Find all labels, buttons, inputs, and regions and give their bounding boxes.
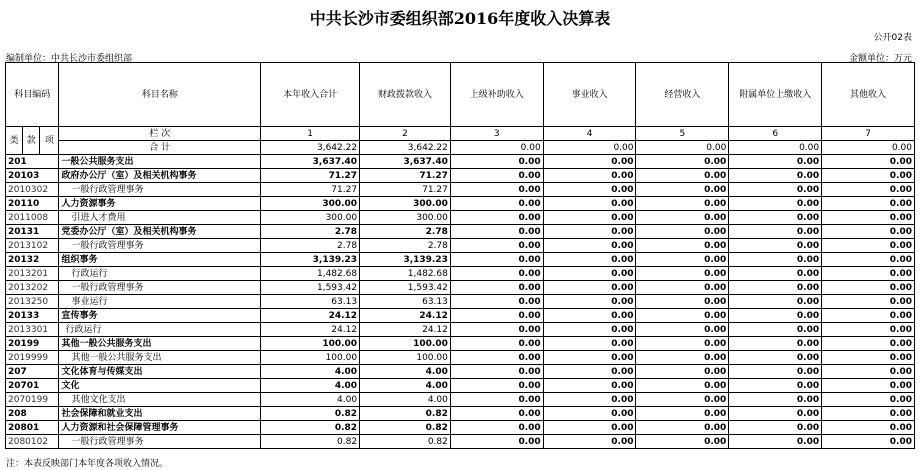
row-value: 300.00 xyxy=(360,197,451,211)
row-name: 一般行政管理事务 xyxy=(59,183,261,197)
row-value: 0.00 xyxy=(636,281,729,295)
row-value: 0.00 xyxy=(636,407,729,421)
table-row xyxy=(6,421,915,435)
row-value: 0.00 xyxy=(729,295,822,309)
row-value: 4.00 xyxy=(360,379,451,393)
row-value: 0.00 xyxy=(822,281,915,295)
label-lei: 类 xyxy=(6,127,23,155)
row-value: 24.12 xyxy=(261,309,360,323)
row-value: 0.00 xyxy=(450,407,543,421)
row-name: 政府办公厅（室）及相关机构事务 xyxy=(59,169,261,183)
row-value: 0.00 xyxy=(822,267,915,281)
row-value: 0.00 xyxy=(822,169,915,183)
table-row xyxy=(6,295,915,309)
row-code: 20801 xyxy=(6,421,59,435)
row-name: 引进人才费用 xyxy=(59,211,261,225)
row-code: 20701 xyxy=(6,379,59,393)
row-name: 社会保障和就业支出 xyxy=(59,407,261,421)
row-value: 0.00 xyxy=(543,155,636,169)
row-value: 0.00 xyxy=(450,267,543,281)
row-code: 2080102 xyxy=(6,435,59,449)
row-value: 0.00 xyxy=(450,253,543,267)
row-value: 0.00 xyxy=(450,183,543,197)
row-code: 201 xyxy=(6,155,59,169)
row-code: 20131 xyxy=(6,225,59,239)
footnote: 注：本表反映部门本年度各项收入情况。 xyxy=(6,459,169,469)
row-code: 20110 xyxy=(6,197,59,211)
row-value: 0.00 xyxy=(450,225,543,239)
row-code: 2010302 xyxy=(6,183,59,197)
header-row xyxy=(6,63,915,127)
row-value: 3,139.23 xyxy=(261,253,360,267)
row-value: 300.00 xyxy=(360,211,451,225)
income-table xyxy=(5,62,915,449)
row-value: 0.00 xyxy=(822,407,915,421)
row-value: 0.00 xyxy=(729,393,822,407)
row-value: 0.00 xyxy=(636,351,729,365)
row-value: 0.00 xyxy=(543,183,636,197)
row-name: 行政运行 xyxy=(59,323,261,337)
row-value: 0.00 xyxy=(450,239,543,253)
row-value: 0.82 xyxy=(360,435,451,449)
row-value: 0.00 xyxy=(450,295,543,309)
currency-unit: 金额单位：万元 xyxy=(848,54,912,64)
table-row xyxy=(6,267,915,281)
row-value: 0.00 xyxy=(729,407,822,421)
row-value: 0.82 xyxy=(261,421,360,435)
row-value: 0.00 xyxy=(450,351,543,365)
header-col-6: 附属单位上缴收入 xyxy=(729,63,822,127)
row-value: 0.00 xyxy=(729,435,822,449)
row-value: 0.00 xyxy=(543,421,636,435)
row-value: 0.00 xyxy=(729,141,822,155)
row-value: 0.00 xyxy=(450,435,543,449)
header-col-7: 其他收入 xyxy=(822,63,915,127)
row-value: 4.00 xyxy=(360,393,451,407)
row-value: 0.00 xyxy=(729,281,822,295)
col-num-5: 5 xyxy=(636,127,729,141)
header-name: 科目名称 xyxy=(59,63,261,127)
row-value: 0.00 xyxy=(822,253,915,267)
row-value: 71.27 xyxy=(360,183,451,197)
row-value: 0.00 xyxy=(543,141,636,155)
row-code: 2019999 xyxy=(6,351,59,365)
row-value: 0.00 xyxy=(822,365,915,379)
row-value: 0.82 xyxy=(360,407,451,421)
page-title: 中共长沙市委组织部2016年度收入决算表 xyxy=(309,9,611,28)
row-value: 71.27 xyxy=(261,183,360,197)
row-value: 0.00 xyxy=(543,239,636,253)
row-value: 0.00 xyxy=(822,337,915,351)
header-col-4: 事业收入 xyxy=(543,63,636,127)
row-name: 一般公共服务支出 xyxy=(59,155,261,169)
row-value: 0.00 xyxy=(822,183,915,197)
row-value: 0.00 xyxy=(729,169,822,183)
row-value: 0.00 xyxy=(543,225,636,239)
row-value: 0.00 xyxy=(729,323,822,337)
row-value: 0.00 xyxy=(729,309,822,323)
row-name: 文化体育与传媒支出 xyxy=(59,365,261,379)
row-name: 一般行政管理事务 xyxy=(59,239,261,253)
row-code: 20132 xyxy=(6,253,59,267)
table-row xyxy=(6,183,915,197)
table-row xyxy=(6,379,915,393)
row-value: 3,642.22 xyxy=(360,141,451,155)
row-value: 0.00 xyxy=(636,393,729,407)
row-code: 20199 xyxy=(6,337,59,351)
header-col-5: 经营收入 xyxy=(636,63,729,127)
row-value: 0.00 xyxy=(822,421,915,435)
row-value: 0.00 xyxy=(543,351,636,365)
row-value: 100.00 xyxy=(360,337,451,351)
table-row xyxy=(6,155,915,169)
row-code: 2013102 xyxy=(6,239,59,253)
row-name: 人力资源事务 xyxy=(59,197,261,211)
row-name: 行政运行 xyxy=(59,267,261,281)
row-code: 2013250 xyxy=(6,295,59,309)
row-value: 0.00 xyxy=(543,211,636,225)
row-value: 0.00 xyxy=(450,337,543,351)
row-value: 3,637.40 xyxy=(360,155,451,169)
row-value: 0.00 xyxy=(543,379,636,393)
row-value: 0.00 xyxy=(636,421,729,435)
row-value: 1,482.68 xyxy=(360,267,451,281)
col-num-2: 2 xyxy=(360,127,451,141)
reporting-unit: 编制单位：中共长沙市委组织部 xyxy=(6,54,133,64)
row-value: 0.00 xyxy=(822,393,915,407)
table-row xyxy=(6,407,915,421)
row-value: 2.78 xyxy=(360,239,451,253)
row-name: 事业运行 xyxy=(59,295,261,309)
row-code: 2011008 xyxy=(6,211,59,225)
row-value: 4.00 xyxy=(261,365,360,379)
row-value: 0.00 xyxy=(729,183,822,197)
row-value: 0.00 xyxy=(822,379,915,393)
col-num-6: 6 xyxy=(729,127,822,141)
row-value: 0.00 xyxy=(450,393,543,407)
row-value: 0.00 xyxy=(543,253,636,267)
col-num-3: 3 xyxy=(450,127,543,141)
row-value: 1,593.42 xyxy=(360,281,451,295)
table-row xyxy=(6,169,915,183)
row-value: 0.00 xyxy=(636,253,729,267)
row-value: 0.00 xyxy=(636,337,729,351)
row-name: 宣传事务 xyxy=(59,309,261,323)
row-value: 0.00 xyxy=(636,239,729,253)
row-name: 其他文化支出 xyxy=(59,393,261,407)
row-value: 0.00 xyxy=(450,155,543,169)
row-value: 0.00 xyxy=(450,379,543,393)
row-value: 100.00 xyxy=(261,337,360,351)
row-value: 0.00 xyxy=(636,365,729,379)
row-value: 0.00 xyxy=(822,435,915,449)
row-value: 0.00 xyxy=(636,295,729,309)
header-col-1: 本年收入合计 xyxy=(261,63,360,127)
row-value: 0.00 xyxy=(450,169,543,183)
table-row xyxy=(6,211,915,225)
row-value: 0.00 xyxy=(636,435,729,449)
row-value: 3,139.23 xyxy=(360,253,451,267)
row-value: 0.00 xyxy=(729,365,822,379)
row-value: 300.00 xyxy=(261,211,360,225)
row-value: 0.00 xyxy=(729,351,822,365)
row-value: 71.27 xyxy=(261,169,360,183)
row-value: 24.12 xyxy=(360,309,451,323)
row-value: 0.00 xyxy=(729,197,822,211)
row-name: 一般行政管理事务 xyxy=(59,435,261,449)
row-value: 0.00 xyxy=(636,197,729,211)
column-number-row xyxy=(6,127,915,141)
table-row xyxy=(6,323,915,337)
row-value: 3,642.22 xyxy=(261,141,360,155)
row-code: 207 xyxy=(6,365,59,379)
row-value: 0.00 xyxy=(822,211,915,225)
row-value: 0.00 xyxy=(822,351,915,365)
row-value: 0.00 xyxy=(822,239,915,253)
row-name: 合 计 xyxy=(59,141,261,155)
row-name: 组织事务 xyxy=(59,253,261,267)
row-value: 0.82 xyxy=(261,407,360,421)
row-value: 0.00 xyxy=(729,337,822,351)
row-value: 0.82 xyxy=(360,421,451,435)
row-value: 0.00 xyxy=(636,169,729,183)
row-value: 0.00 xyxy=(822,141,915,155)
row-value: 0.00 xyxy=(543,323,636,337)
row-name: 其他一般公共服务支出 xyxy=(59,337,261,351)
row-value: 0.00 xyxy=(636,379,729,393)
col-num-1: 1 xyxy=(261,127,360,141)
header-code: 科目编码 xyxy=(6,63,59,127)
table-row xyxy=(6,197,915,211)
row-value: 0.00 xyxy=(729,253,822,267)
row-value: 2.78 xyxy=(360,225,451,239)
row-name: 其他一般公共服务支出 xyxy=(59,351,261,365)
label-xiang: 项 xyxy=(40,127,59,155)
row-code: 20133 xyxy=(6,309,59,323)
row-value: 4.00 xyxy=(360,365,451,379)
table-row xyxy=(6,393,915,407)
row-value: 0.00 xyxy=(729,211,822,225)
table-row xyxy=(6,435,915,449)
row-code: 2070199 xyxy=(6,393,59,407)
row-value: 4.00 xyxy=(261,393,360,407)
table-row xyxy=(6,365,915,379)
row-value: 3,637.40 xyxy=(261,155,360,169)
table-row xyxy=(6,337,915,351)
row-name: 文化 xyxy=(59,379,261,393)
row-value: 0.00 xyxy=(543,169,636,183)
row-value: 300.00 xyxy=(261,197,360,211)
row-value: 0.00 xyxy=(636,267,729,281)
row-value: 0.00 xyxy=(822,225,915,239)
row-value: 0.00 xyxy=(636,141,729,155)
row-value: 71.27 xyxy=(360,169,451,183)
label-lanci: 栏 次 xyxy=(59,127,261,141)
row-value: 0.00 xyxy=(450,309,543,323)
row-value: 0.82 xyxy=(261,435,360,449)
row-code: 208 xyxy=(6,407,59,421)
row-value: 100.00 xyxy=(261,351,360,365)
row-value: 0.00 xyxy=(729,421,822,435)
row-code: 2013202 xyxy=(6,281,59,295)
row-value: 0.00 xyxy=(450,421,543,435)
row-value: 0.00 xyxy=(543,267,636,281)
row-value: 0.00 xyxy=(636,323,729,337)
col-num-4: 4 xyxy=(543,127,636,141)
row-value: 1,593.42 xyxy=(261,281,360,295)
row-name: 人力资源和社会保障管理事务 xyxy=(59,421,261,435)
row-value: 0.00 xyxy=(543,281,636,295)
table-row xyxy=(6,309,915,323)
row-value: 0.00 xyxy=(543,435,636,449)
row-value: 24.12 xyxy=(261,323,360,337)
row-value: 0.00 xyxy=(822,295,915,309)
row-value: 4.00 xyxy=(261,379,360,393)
row-value: 0.00 xyxy=(543,295,636,309)
table-number: 公开02表 xyxy=(873,33,912,43)
row-value: 0.00 xyxy=(822,309,915,323)
row-value: 0.00 xyxy=(450,141,543,155)
row-value: 0.00 xyxy=(450,211,543,225)
row-value: 0.00 xyxy=(450,281,543,295)
row-name: 一般行政管理事务 xyxy=(59,281,261,295)
row-value: 0.00 xyxy=(729,379,822,393)
row-value: 0.00 xyxy=(450,365,543,379)
row-value: 0.00 xyxy=(543,337,636,351)
table-row xyxy=(6,239,915,253)
row-value: 0.00 xyxy=(636,211,729,225)
row-value: 0.00 xyxy=(822,323,915,337)
row-value: 0.00 xyxy=(450,323,543,337)
table-row xyxy=(6,253,915,267)
row-value: 0.00 xyxy=(729,155,822,169)
row-value: 0.00 xyxy=(543,407,636,421)
table-row xyxy=(6,225,915,239)
row-value: 0.00 xyxy=(636,225,729,239)
table-row xyxy=(6,351,915,365)
row-code: 2013201 xyxy=(6,267,59,281)
row-value: 0.00 xyxy=(729,267,822,281)
row-value: 100.00 xyxy=(360,351,451,365)
row-value: 0.00 xyxy=(822,155,915,169)
row-value: 1,482.68 xyxy=(261,267,360,281)
row-value: 0.00 xyxy=(543,197,636,211)
row-code: 20103 xyxy=(6,169,59,183)
row-value: 0.00 xyxy=(636,155,729,169)
row-value: 0.00 xyxy=(729,225,822,239)
row-code: 2013301 xyxy=(6,323,59,337)
row-value: 63.13 xyxy=(261,295,360,309)
row-value: 2.78 xyxy=(261,239,360,253)
table-row xyxy=(6,141,915,155)
row-name: 党委办公厅（室）及相关机构事务 xyxy=(59,225,261,239)
row-value: 0.00 xyxy=(543,309,636,323)
label-kuan: 款 xyxy=(23,127,40,155)
row-value: 0.00 xyxy=(636,309,729,323)
row-value: 0.00 xyxy=(450,197,543,211)
table-row xyxy=(6,281,915,295)
row-value: 0.00 xyxy=(636,183,729,197)
row-value: 0.00 xyxy=(822,197,915,211)
row-value: 24.12 xyxy=(360,323,451,337)
row-value: 0.00 xyxy=(543,365,636,379)
row-value: 0.00 xyxy=(729,239,822,253)
row-value: 0.00 xyxy=(543,393,636,407)
row-value: 2.78 xyxy=(261,225,360,239)
row-value: 63.13 xyxy=(360,295,451,309)
header-col-2: 财政拨款收入 xyxy=(360,63,451,127)
header-col-3: 上级补助收入 xyxy=(450,63,543,127)
col-num-7: 7 xyxy=(822,127,915,141)
